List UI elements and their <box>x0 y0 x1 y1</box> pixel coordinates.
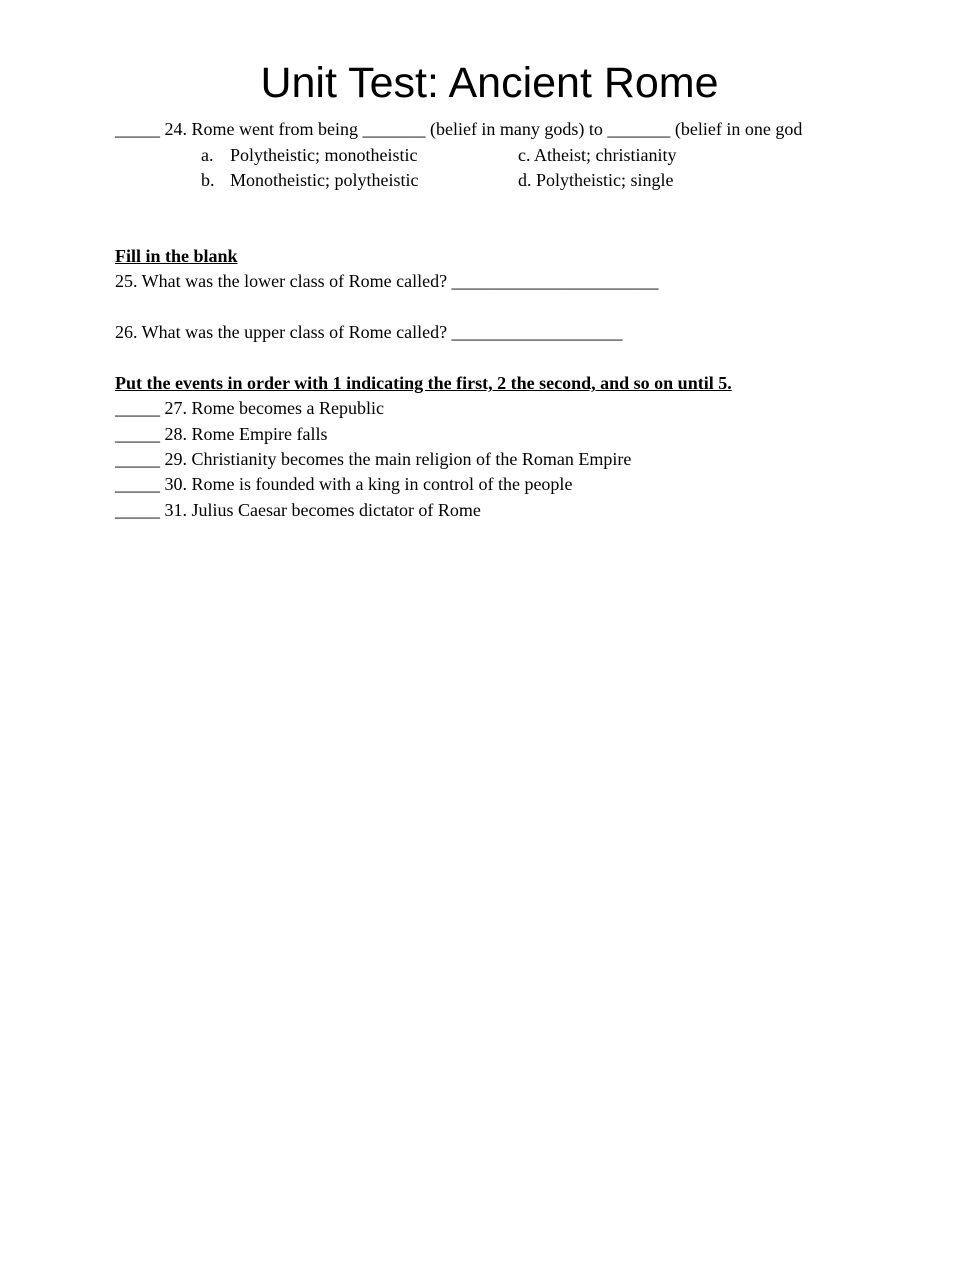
option-a-marker: a. <box>201 145 214 165</box>
option-c: c. Atheist; christianity <box>518 145 677 165</box>
order-item: _____ 28. Rome Empire falls <box>115 424 328 444</box>
option-a-text: Polytheistic; monotheistic <box>230 145 418 165</box>
order-item: _____ 29. Christianity becomes the main religion of the Roman Empire <box>115 449 632 469</box>
order-heading: Put the events in order with 1 indicating the first, 2 the second, and so on until 5. <box>115 373 732 393</box>
order-item: _____ 30. Rome is founded with a king in control of the people <box>115 474 573 494</box>
option-d: d. Polytheistic; single <box>518 170 674 190</box>
fill-in-heading: Fill in the blank <box>115 246 238 266</box>
question-24: _____ 24. Rome went from being _______ (belief in many gods) to _______ (belief in one god <box>115 119 803 139</box>
question-25: 25. What was the lower class of Rome called? _______________________ <box>115 271 659 291</box>
option-b-text: Monotheistic; polytheistic <box>230 170 419 190</box>
order-item: _____ 31. Julius Caesar becomes dictator of Rome <box>115 500 481 520</box>
page-title: Unit Test: Ancient Rome <box>260 59 719 107</box>
order-item: _____ 27. Rome becomes a Republic <box>115 398 384 418</box>
option-b-marker: b. <box>201 170 215 190</box>
question-26: 26. What was the upper class of Rome called? ___________________ <box>115 322 623 342</box>
